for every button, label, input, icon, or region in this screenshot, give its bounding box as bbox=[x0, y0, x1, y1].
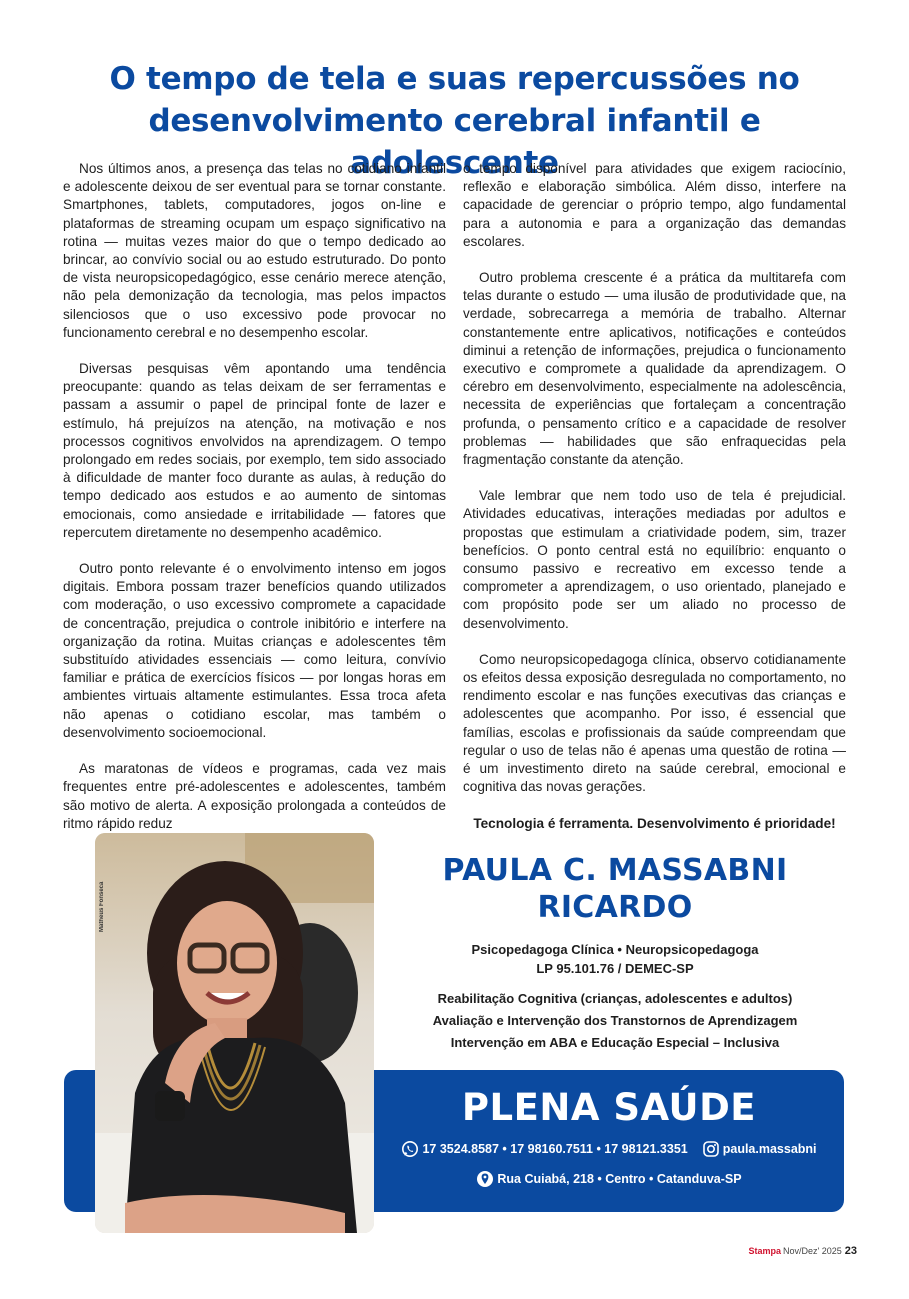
contact-row bbox=[374, 1140, 844, 1158]
author-name bbox=[420, 852, 810, 926]
paragraph: Como neuropsicopedagoga clínica, observo cotidianamente os efeitos dessa exposição desregulada no comportamento, no rendimento escolar e nas funções executivas das crianças e adolescentes que acompanho. Por isso, é essencial que famílias, escolas e profissionais da saúde compreendam que regular o uso de telas não é apenas uma questão de rotina — é um investimento direto na saúde cerebral, emocional e cognitiva das novas gerações. bbox=[463, 651, 846, 795]
paragraph: As maratonas de vídeos e programas, cada vez mais frequentes entre pré-adolescentes e adolescentes, também são motivo de alerta. A exposição prolongada a conteúdos de ritmo rápido reduz bbox=[63, 761, 446, 831]
service-item: Intervenção em ABA e Educação Especial – Inclusiva bbox=[450, 1035, 780, 1050]
paragraph: Outro problema crescente é a prática da multitarefa com telas durante o estudo — uma ilusão de produtividade que, na verdade, sobrecarrega a memória de trabalho. Alternar constantemente entre aplicativos, notificações e conteúdos diminui a retenção de informações, prejudica o funcionamento executivo e compromete a qualidade da aprendizagem. O cérebro em desenvolvimento, especialmente na adolescência, necessita de experiências que fortaleçam a concentração profunda, o pensamento crítico e a capacidade de resolver problemas — habilidades que são enfraquecidas pela fragmentação constante da atenção. bbox=[463, 270, 846, 468]
page-number: 23 bbox=[844, 1245, 857, 1257]
address-row bbox=[374, 1170, 844, 1188]
author-credentials bbox=[420, 940, 810, 978]
address: Rua Cuiabá, 218 • Centro • Catanduva-SP bbox=[497, 1172, 742, 1186]
page-footer bbox=[748, 1245, 857, 1257]
paragraph: Outro ponto relevante é o envolvimento intenso em jogos digitais. Embora possam trazer benefícios quando utilizados com moderação, o uso excessivo compromete a capacidade de concentração, prejudica o controle inibitório e interfere na organização da rotina. Muitas crianças e adolescentes têm substituído atividades essenciais — como leitura, convívio familiar e prática de exercícios físicos — por longas horas em ambientes virtuais altamente estimulantes. Essa troca afeta não apenas o cotidiano escolar, mas também o desenvolvimento socioemocional. bbox=[63, 561, 446, 740]
article-column-left bbox=[63, 160, 446, 851]
author-registration: LP 95.101.76 / DEMEC-SP bbox=[536, 961, 694, 976]
service-item: Avaliação e Intervenção dos Transtornos de Aprendizagem bbox=[432, 1013, 798, 1028]
brand-name: PLENA SAÚDE bbox=[461, 1086, 757, 1129]
author-role: Psicopedagoga Clínica • Neuropsicopedagoga bbox=[471, 942, 759, 957]
author-name-line1: PAULA C. MASSABNI bbox=[442, 853, 788, 888]
magazine-name: Stampa bbox=[748, 1246, 781, 1256]
instagram-handle[interactable]: paula.massabni bbox=[722, 1142, 817, 1156]
author-portrait-illustration bbox=[95, 833, 374, 1233]
location-pin-icon bbox=[476, 1170, 494, 1188]
paragraph: Vale lembrar que nem todo uso de tela é prejudicial. Atividades educativas, interações mediadas por adultos e propostas que estimulam a criatividade podem, sim, trazer benefícios. O ponto central está no equilíbrio: enquanto o consumo passivo e recreativo em excesso tende a comprometer a aprendizagem, o uso orientado, planejado e com propósito pode ser um aliado no processo de desenvolvimento. bbox=[463, 488, 846, 631]
author-name-line2: RICARDO bbox=[537, 890, 693, 925]
photo-credit: Matheus Fonseca bbox=[99, 881, 105, 932]
article-title: O tempo de tela e suas repercussões no desenvolvimento cerebral infantil e adolescente bbox=[109, 61, 800, 181]
author-photo bbox=[95, 833, 374, 1233]
issue-date: Nov/Dez' 2025 bbox=[782, 1246, 842, 1256]
article-column-right bbox=[463, 160, 846, 851]
author-services bbox=[395, 988, 835, 1054]
paragraph: o tempo disponível para atividades que exigem raciocínio, reflexão e elaboração simbólica. Além disso, interfere na capacidade de gerenciar o próprio tempo, algo fundamental para a autonomia e para a organização das demandas escolares. bbox=[463, 161, 846, 249]
phone-numbers[interactable]: 17 3524.8587 • 17 98160.7511 • 17 98121.3351 bbox=[422, 1142, 688, 1156]
paragraph: Nos últimos anos, a presença das telas no cotidiano infantil e adolescente deixou de ser eventual para se tornar constante. Smartphones, tablets, computadores, jogos on-line e plataformas de streaming ocupam um espaço significativo na rotina — muitas vezes maior do que o tempo dedicado ao brincar, ao convívio social ou ao estudo estruturado. Do ponto de vista neuropsicopedagógico, esse cenário merece atenção, não pela demonização da tecnologia, mas pelos impactos silenciosos que o uso excessivo pode provocar no funcionamento cerebral e no desempenho escolar. bbox=[63, 161, 446, 340]
instagram-icon bbox=[702, 1140, 720, 1158]
whatsapp-icon bbox=[401, 1140, 419, 1158]
service-item: Reabilitação Cognitiva (crianças, adolescentes e adultos) bbox=[437, 991, 793, 1006]
closing-statement: Tecnologia é ferramenta. Desenvolvimento é prioridade! bbox=[473, 815, 836, 831]
paragraph: Diversas pesquisas vêm apontando uma tendência preocupante: quando as telas deixam de ser ferramentas e passam a assumir o papel de principal fonte de lazer e estímulo, há prejuízos na atenção, na motivação e nos processos cognitivos envolvidos na aprendizagem. O tempo prolongado em redes sociais, por exemplo, tem sido associado à dificuldade de manter foco durante as aulas, à redução do tempo dedicado aos estudos e ao aumento de sintomas emocionais, como ansiedade e irritabilidade — fatores que repercutem diretamente no desempenho acadêmico. bbox=[63, 361, 446, 540]
